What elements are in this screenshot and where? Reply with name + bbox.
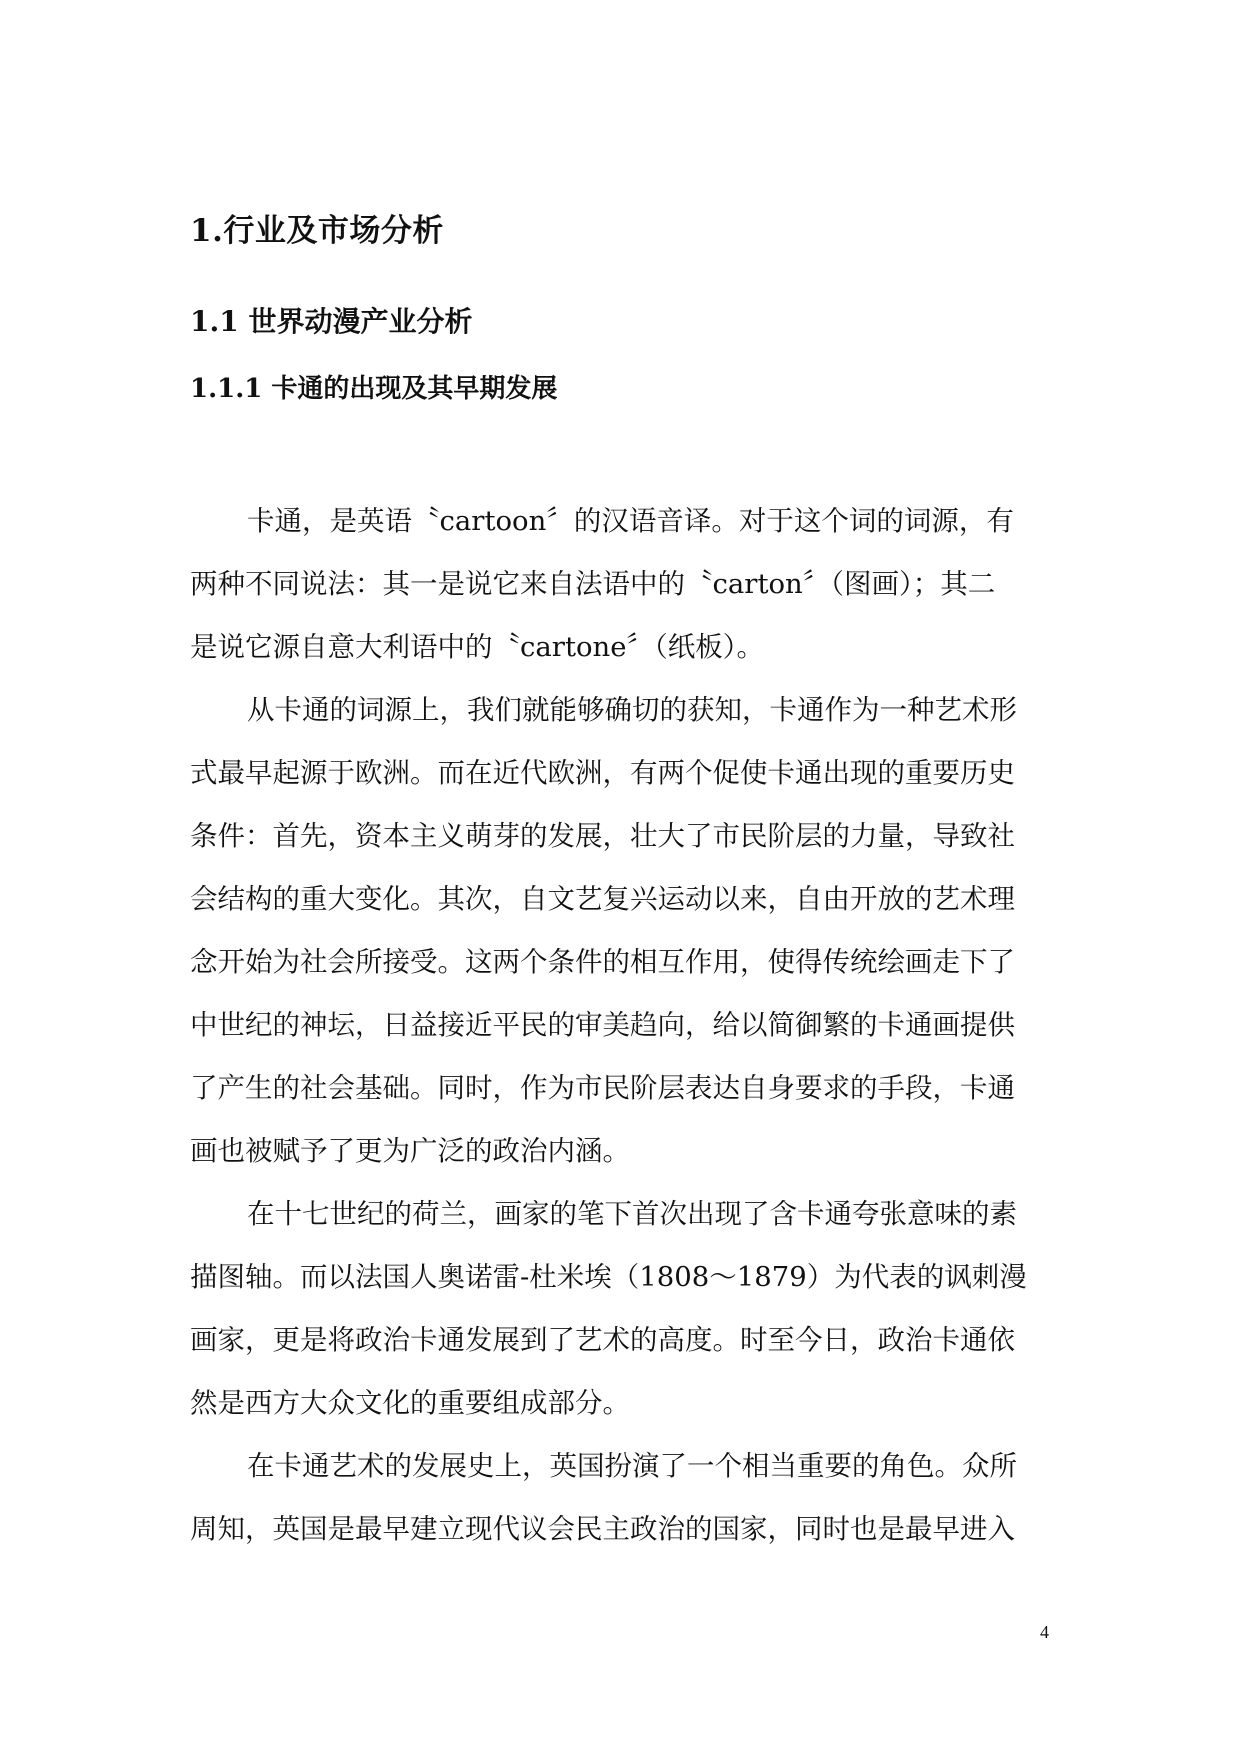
page-number: 4 bbox=[1040, 1622, 1049, 1642]
section-heading-1-1: 1.1 世界动漫产业分析 bbox=[190, 305, 473, 338]
text-line: 条件：首先，资本主义萌芽的发展，壮大了市民阶层的力量，导致社 bbox=[190, 820, 1015, 852]
text-line: 中世纪的神坛，日益接近平民的审美趋向，给以简御繁的卡通画提供 bbox=[190, 1009, 1015, 1041]
text-line: 画也被赋予了更为广泛的政治内涵。 bbox=[190, 1135, 630, 1167]
text-line: 描图轴。而以法国人奥诺雷-杜米埃（1808～1879）为代表的讽刺漫 bbox=[190, 1261, 1027, 1293]
body-text bbox=[190, 490, 1070, 1561]
text-line: 两种不同说法：其一是说它来自法语中的〝carton〞（图画）；其二 bbox=[190, 568, 996, 600]
section-heading-1-1-1: 1.1.1 卡通的出现及其早期发展 bbox=[190, 374, 558, 404]
text-line: 了产生的社会基础。同时，作为市民阶层表达自身要求的手段，卡通 bbox=[190, 1072, 1015, 1104]
text-line: 卡通，是英语〝cartoon〞的汉语音译。对于这个词的词源，有 bbox=[247, 505, 1014, 537]
text-line: 从卡通的词源上，我们就能够确切的获知，卡通作为一种艺术形 bbox=[247, 694, 1017, 726]
text-line: 式最早起源于欧洲。而在近代欧洲，有两个促使卡通出现的重要历史 bbox=[190, 757, 1015, 789]
text-line: 是说它源自意大利语中的〝cartone〞（纸板）。 bbox=[190, 631, 765, 663]
section-heading-1: 1.行业及市场分析 bbox=[190, 213, 444, 249]
text-line: 在卡通艺术的发展史上，英国扮演了一个相当重要的角色。众所 bbox=[247, 1450, 1017, 1482]
text-line: 在十七世纪的荷兰，画家的笔下首次出现了含卡通夸张意味的素 bbox=[247, 1198, 1017, 1230]
text-line: 念开始为社会所接受。这两个条件的相互作用，使得传统绘画走下了 bbox=[190, 946, 1015, 978]
text-line: 会结构的重大变化。其次，自文艺复兴运动以来，自由开放的艺术理 bbox=[190, 883, 1015, 915]
text-line: 周知，英国是最早建立现代议会民主政治的国家，同时也是最早进入 bbox=[190, 1513, 1015, 1545]
text-line: 然是西方大众文化的重要组成部分。 bbox=[190, 1387, 630, 1419]
text-line: 画家，更是将政治卡通发展到了艺术的高度。时至今日，政治卡通依 bbox=[190, 1324, 1015, 1356]
